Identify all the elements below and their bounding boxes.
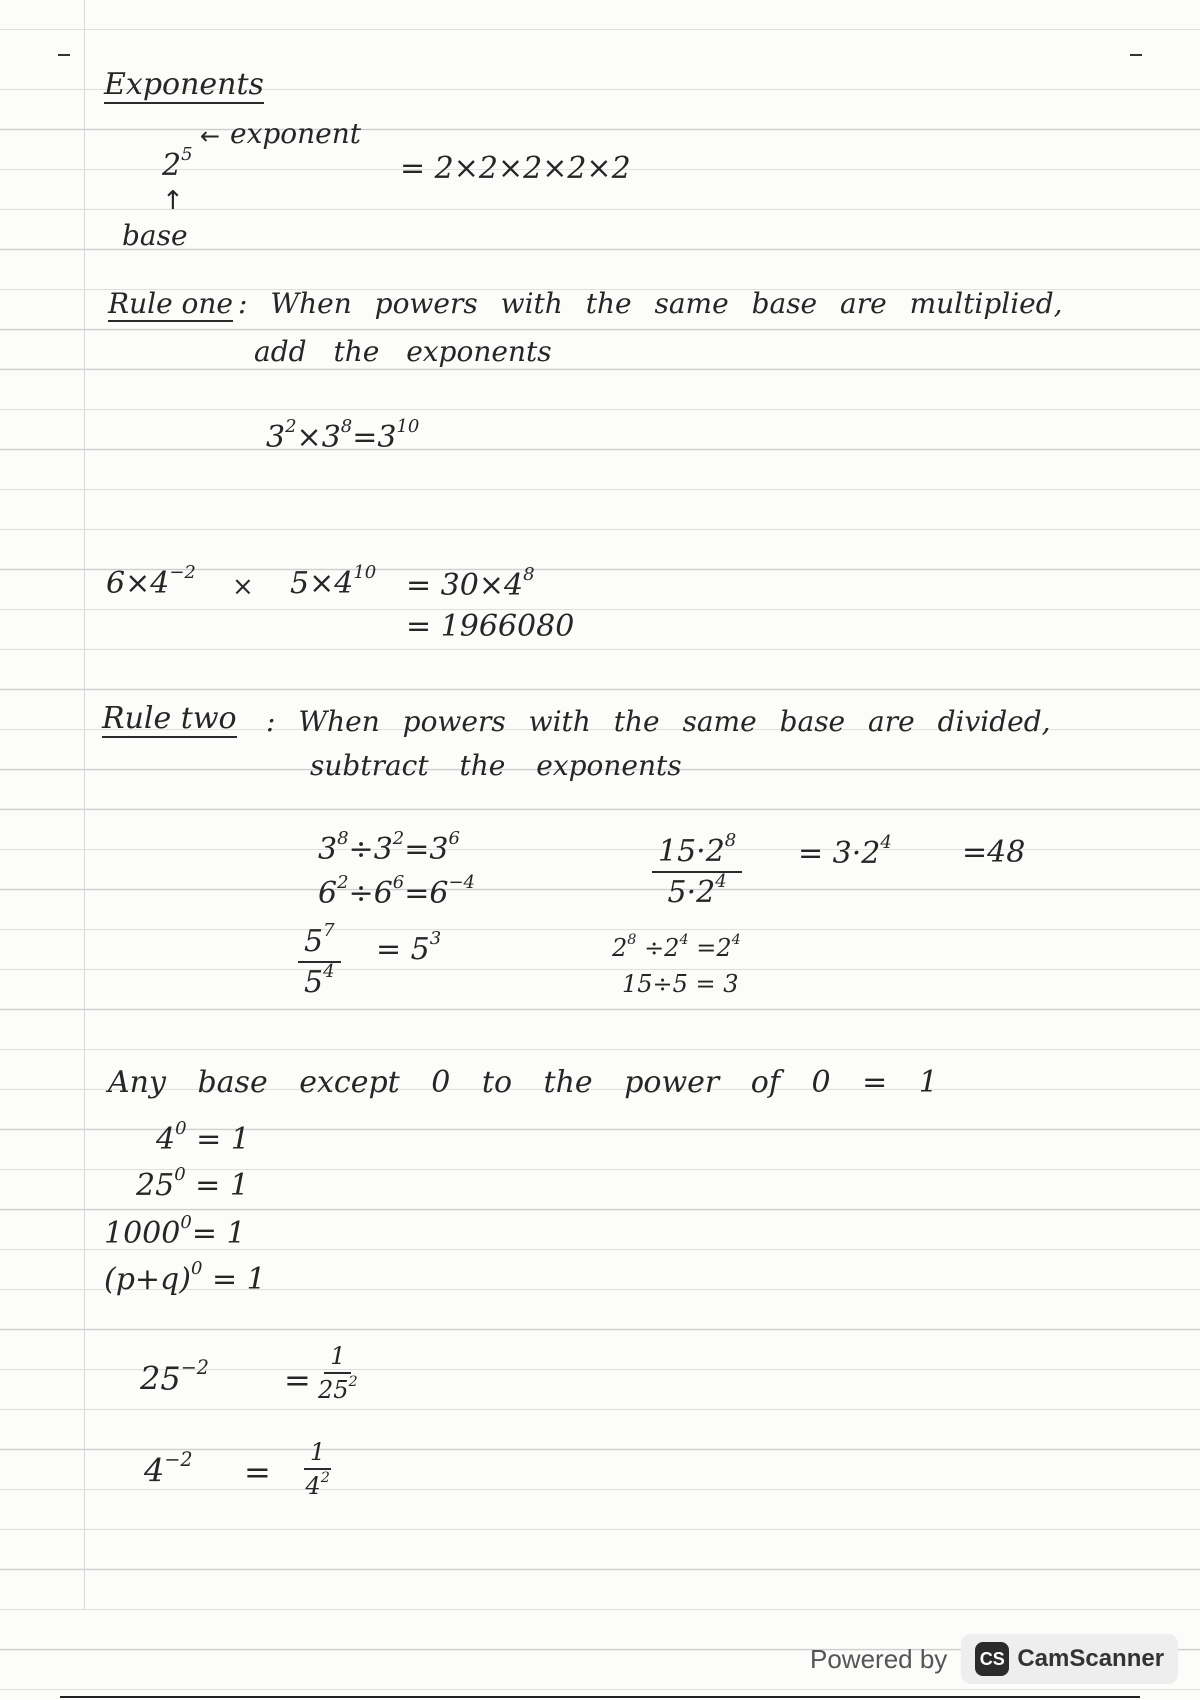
page-edge-mark-left bbox=[58, 54, 70, 56]
negative-exponent-example1-lhs: $25^{-2}$ bbox=[140, 1356, 210, 1398]
left-arrow-icon: ← bbox=[200, 122, 221, 150]
camscanner-watermark bbox=[810, 1632, 1178, 1686]
up-arrow-icon: ↑ bbox=[162, 186, 184, 216]
rule-one-text-line1: : When powers with the same base are multiplied, bbox=[238, 287, 1063, 320]
powered-by-label: Powered by bbox=[810, 1643, 948, 1674]
exponent-label: exponent bbox=[230, 117, 362, 150]
rule-one-heading: Rule one bbox=[108, 287, 234, 320]
page-title: Exponents bbox=[104, 67, 264, 102]
rule-one-example2-rhs2: = 1966080 bbox=[406, 609, 575, 644]
intro-exponent-number: 5 bbox=[181, 144, 193, 166]
rule-two-example-c-result: = $5^3$ bbox=[376, 928, 442, 967]
negative-exponent-example1-equals: = bbox=[284, 1361, 311, 1399]
rule-two-example-d-result: =48 bbox=[962, 835, 1026, 870]
camscanner-brand-name: CamScanner bbox=[1017, 1645, 1165, 1672]
rule-two-example-c-fraction: $\frac{5^7}{5^4}$ bbox=[298, 924, 341, 1000]
rule-two-example-d-simplified: = $3\cdot 2^4$ bbox=[798, 832, 892, 871]
page-bottom-edge bbox=[60, 1696, 1140, 1698]
zero-rule-example2: $25^0 = 1$ bbox=[136, 1164, 249, 1203]
margin-line bbox=[84, 0, 85, 1610]
camscanner-badge bbox=[961, 1634, 1178, 1684]
rule-one-example2-lhs2: $5\times 4^{10}$ bbox=[290, 562, 377, 601]
rule-one-example2-lhs1: $6\times 4^{-2}$ bbox=[106, 562, 196, 601]
zero-rule-example1: $4^0 = 1$ bbox=[156, 1118, 250, 1157]
negative-exponent-example2-lhs: $4^{-2}$ bbox=[144, 1448, 193, 1490]
negative-exponent-example2-equals: = bbox=[244, 1453, 271, 1491]
base-label: base bbox=[122, 219, 188, 252]
rule-two-heading: Rule two bbox=[102, 701, 237, 736]
rule-two-example-b: $6^2\div 6^6=6^{-4}$ bbox=[318, 872, 476, 911]
zero-rule-example4: $(p+q)^0 = 1$ bbox=[104, 1258, 266, 1297]
negative-exponent-example2-fraction: $\frac{1}{4^2}$ bbox=[305, 1438, 330, 1500]
page-edge-mark-right bbox=[1130, 54, 1142, 56]
intro-expansion: = 2×2×2×2×2 bbox=[400, 151, 631, 186]
intro-base-number: 2 bbox=[162, 148, 182, 183]
rule-two-example-a: $3^8\div 3^2=3^6$ bbox=[318, 828, 460, 867]
rule-one-example2-rhs1: = $30\times 4^8$ bbox=[406, 564, 535, 603]
rule-one-text-line2: add the exponents bbox=[254, 335, 552, 368]
rule-two-example-d-step2: 15÷5 = 3 bbox=[622, 970, 739, 998]
rule-two-text-line1: : When powers with the same base are divided, bbox=[266, 705, 1051, 738]
intro-power bbox=[162, 144, 193, 183]
rule-two-example-d-step1: $2^8 \div 2^4 =2^4$ bbox=[612, 932, 741, 962]
camscanner-logo-icon: CS bbox=[975, 1642, 1009, 1676]
rule-two-text-line2: subtract the exponents bbox=[310, 749, 682, 782]
negative-exponent-example1-fraction: $\frac{1}{25^2}$ bbox=[318, 1342, 358, 1404]
rule-two-example-d-fraction: $\frac{15\cdot 2^8}{5\cdot 2^4}$ bbox=[652, 834, 742, 910]
rule-one-example1: $3^2\times 3^8=3^{10}$ bbox=[266, 416, 420, 455]
zero-rule-example3: $1000^0= 1$ bbox=[104, 1212, 246, 1251]
zero-rule-text: Any base except 0 to the power of 0 = 1 bbox=[108, 1065, 938, 1100]
rule-one-example2-times: × bbox=[232, 572, 254, 602]
